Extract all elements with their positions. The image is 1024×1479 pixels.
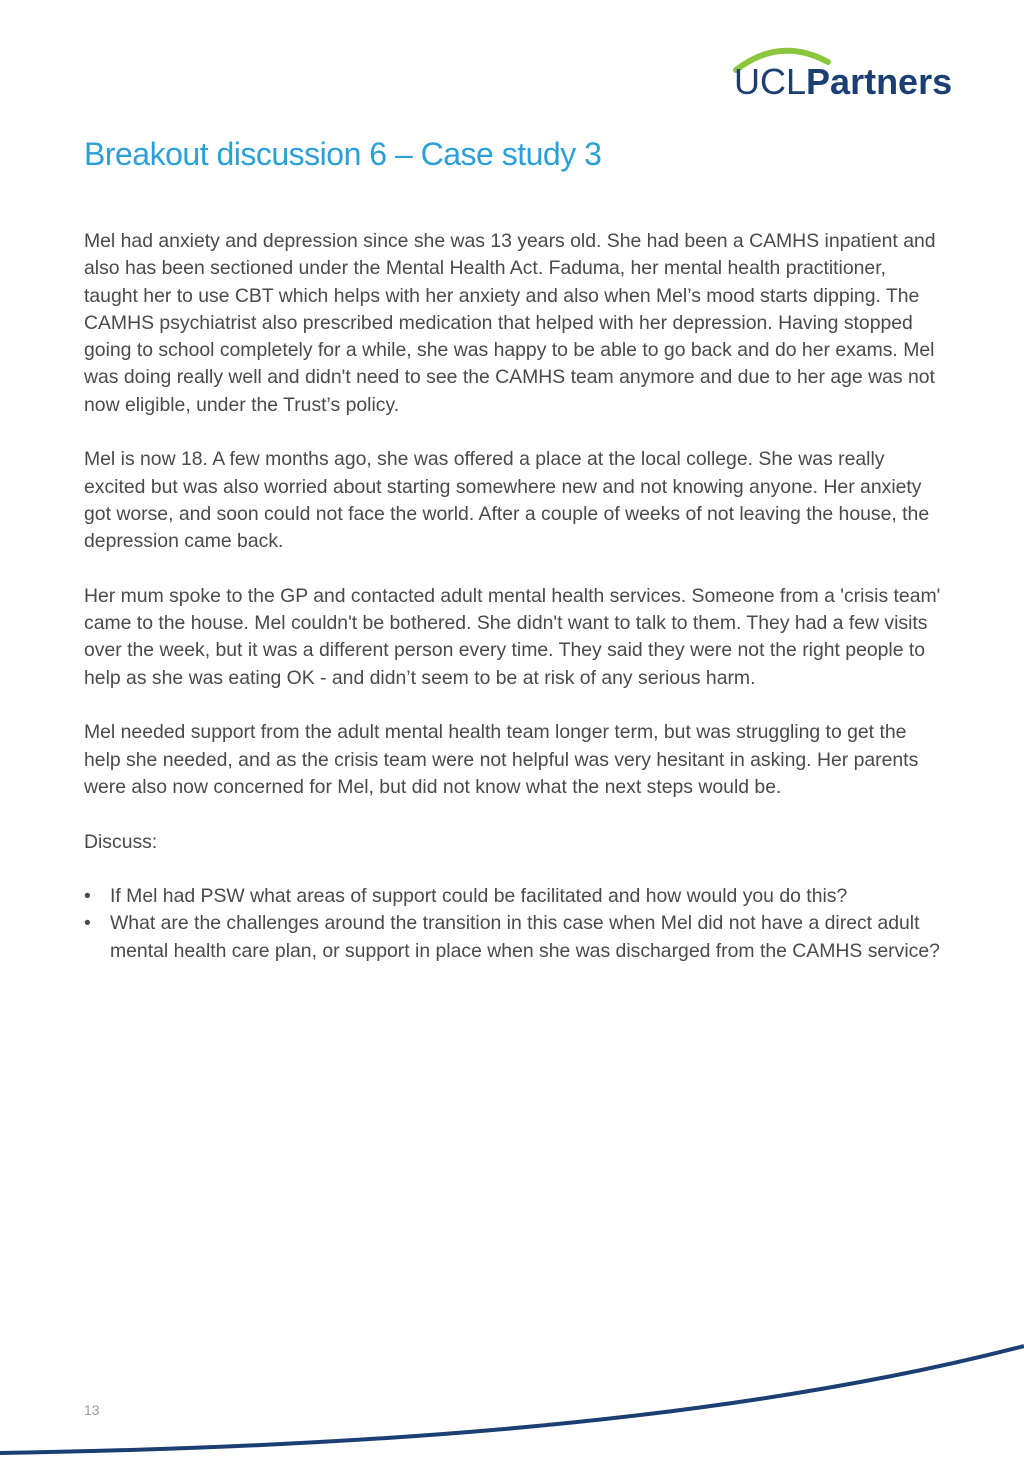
- logo-wordmark: [734, 61, 953, 102]
- page-title: Breakout discussion 6 – Case study 3: [84, 136, 602, 172]
- paragraph-3: Her mum spoke to the GP and contacted adult mental health services. Someone from a 'crisis team' came to the house. Mel couldn't be bothered. She didn't want to talk to them. They had a few visits over the week, but it was a different person every time. They said they were not the right people to help as she was eating OK - and didn’t seem to be at risk of any serious harm.: [84, 584, 941, 689]
- discussion-questions: [84, 883, 944, 965]
- case-study-body: [84, 228, 944, 965]
- page-number: 13: [84, 1402, 100, 1418]
- question-text: If Mel had PSW what areas of support could be facilitated and how would you do this?: [110, 885, 848, 908]
- footer-curve-decoration: [0, 1330, 1024, 1460]
- uclpartners-logo: [732, 40, 972, 110]
- logo-text-partners: Partners: [806, 61, 953, 102]
- bullet-icon: •: [84, 912, 91, 935]
- list-item: [84, 910, 944, 965]
- paragraph-4: Mel needed support from the adult mental health team longer term, but was struggling to get the help she needed, and as the crisis team were not helpful was very hesitant in asking. Her parents were also now concerned for Mel, but did not know what the next steps would be.: [84, 721, 919, 798]
- paragraph-1: Mel had anxiety and depression since she was 13 years old. She had been a CAMHS inpatient and also has been sectioned under the Mental Health Act. Faduma, her mental health practitioner, taught her to use CBT which helps with her anxiety and also when Mel’s mood starts dipping. The CAMHS psychiatrist also prescribed medication that helped with her depression. Having stopped going to school completely for a while, she was happy to be able to go back and do her exams. Mel was doing really well and didn't need to see the CAMHS team anymore and due to her age was not now eligible, under the Trust’s policy.: [84, 230, 936, 416]
- logo-text-ucl: UCL: [734, 61, 807, 102]
- discuss-heading: Discuss:: [84, 830, 158, 853]
- question-text: What are the challenges around the transition in this case when Mel did not have a direct adult mental health care plan, or support in place when she was discharged from the CAMHS service?: [110, 912, 940, 962]
- paragraph-2: Mel is now 18. A few months ago, she was offered a place at the local college. She was really excited but was also worried about starting somewhere new and not knowing anyone. Her anxiety got worse, and soon could not face the world. After a couple of weeks of not leaving the house, the depression came back.: [84, 448, 930, 553]
- bullet-icon: •: [84, 885, 91, 908]
- list-item: [84, 883, 944, 910]
